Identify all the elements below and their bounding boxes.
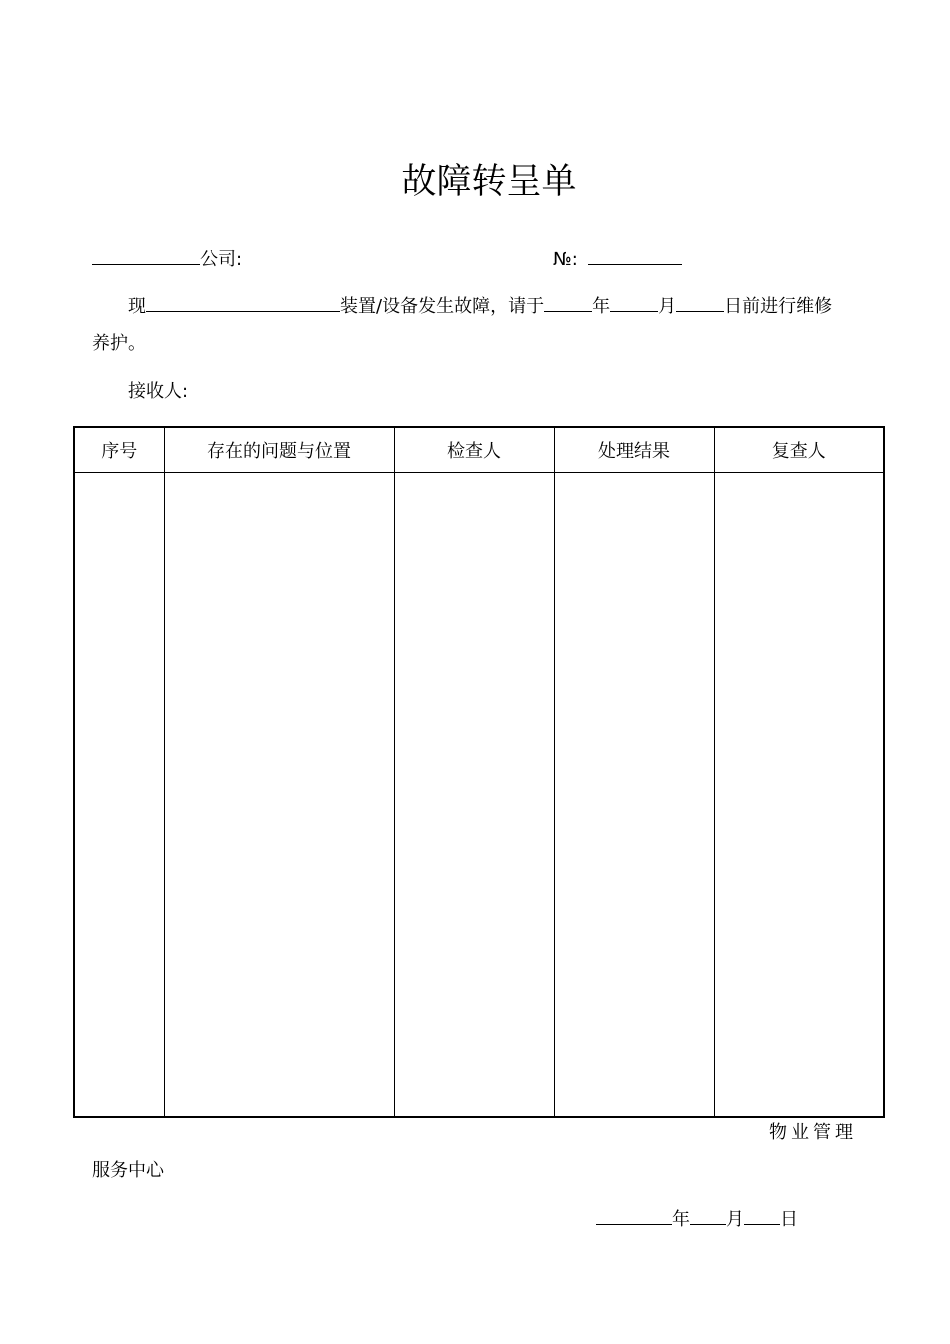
number-blank[interactable] — [588, 246, 682, 265]
notice-prefix: 现 — [128, 296, 146, 317]
fault-table — [73, 426, 885, 1118]
footer-day-blank[interactable] — [744, 1206, 780, 1225]
footer-date-line — [596, 1206, 798, 1233]
column-header-reviewer: 复查人 — [714, 427, 884, 473]
cell-issue-location[interactable] — [164, 473, 394, 1118]
notice-month: 月 — [658, 296, 677, 317]
year-blank[interactable] — [544, 293, 592, 312]
footer-month-blank[interactable] — [690, 1206, 726, 1225]
column-header-result: 处理结果 — [554, 427, 714, 473]
month-blank[interactable] — [610, 293, 658, 312]
cell-reviewer[interactable] — [714, 473, 884, 1118]
notice-line-1 — [128, 293, 832, 320]
footer-day: 日 — [780, 1209, 798, 1230]
column-header-serial: 序号 — [74, 427, 164, 473]
page-title: 故障转呈单 — [401, 162, 577, 202]
notice-year: 年 — [592, 296, 611, 317]
number-line — [553, 246, 682, 273]
cell-serial[interactable] — [74, 473, 164, 1118]
org-line-2: 服务中心 — [92, 1160, 164, 1181]
table-row — [74, 473, 884, 1118]
column-header-inspector: 检查人 — [394, 427, 554, 473]
notice-suffix: 日前进行维修 — [724, 296, 833, 317]
receiver-label: 接收人: — [128, 381, 189, 402]
notice-line-2: 养护。 — [92, 333, 146, 354]
cell-inspector[interactable] — [394, 473, 554, 1118]
cell-result[interactable] — [554, 473, 714, 1118]
org-line-1: 物业管理 — [769, 1122, 857, 1143]
table-header-row — [74, 427, 884, 473]
footer-month: 月 — [726, 1209, 744, 1230]
company-blank[interactable] — [92, 246, 200, 265]
number-label: №: — [553, 249, 578, 270]
footer-year: 年 — [672, 1209, 690, 1230]
column-header-issue-location: 存在的问题与位置 — [164, 427, 394, 473]
device-blank[interactable] — [146, 293, 340, 312]
notice-middle: 装置/设备发生故障，请于 — [340, 296, 545, 317]
footer-year-blank[interactable] — [596, 1206, 672, 1225]
company-label: 公司: — [200, 249, 243, 270]
day-blank[interactable] — [676, 293, 724, 312]
company-line — [92, 246, 242, 273]
